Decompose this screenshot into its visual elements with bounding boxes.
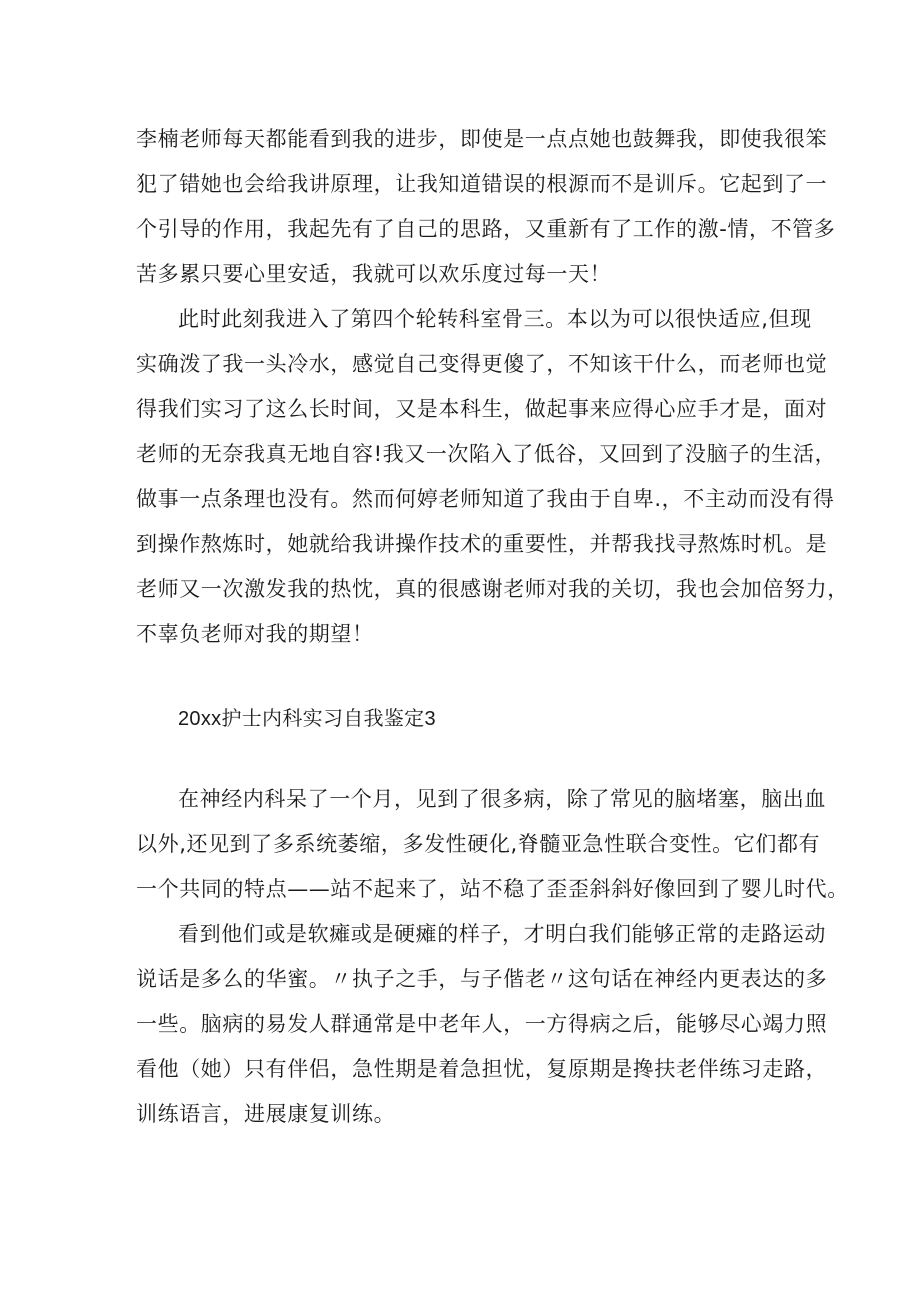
paragraph-1-line-4: 苦多累只要心里安适，我就可以欢乐度过每一天！ [136,262,612,286]
paragraph-3-line-1: 在神经内科呆了一个月，见到了很多病，除了常见的脑堵塞，脑出血 [178,787,826,811]
paragraph-4-line-1: 看到他们或是软瘫或是硬瘫的样子，才明白我们能够正常的走路运动 [178,922,826,946]
paragraph-2-line-8: 不辜负老师对我的期望！ [136,622,374,646]
paragraph-4-line-3: 一些。脑病的易发人群通常是中老年人，一方得病之后，能够尽心竭力照 [136,1012,828,1036]
paragraph-4-line-4: 看他（她）只有伴侣，急性期是着急担忧，复原期是搀扶老伴练习走路， [136,1057,828,1081]
paragraph-4-line-5: 训练语言，进展康复训练。 [136,1102,396,1126]
paragraph-1-line-2: 犯了错她也会给我讲原理，让我知道错误的根源而不是训斥。它起到了一 [136,172,828,196]
paragraph-2-line-3: 得我们实习了这么长时间，又是本科生，做起事来应得心应手才是，面对 [136,397,828,421]
paragraph-2-line-7: 老师又一次激发我的热忱，真的很感谢老师对我的关切，我也会加倍努力， [136,577,849,601]
paragraph-2-line-1: 此时此刻我进入了第四个轮转科室骨三。本以为可以很快适应,但现 [178,307,812,331]
paragraph-2-line-4: 老师的无奈我真无地自容!我又一次陷入了低谷，又回到了没脑子的生活， [136,442,837,466]
paragraph-2-line-6: 到操作熬炼时，她就给我讲操作技术的重要性，并帮我找寻熬炼时机。是 [136,532,828,556]
paragraph-2-line-5: 做事一点条理也没有。然而何婷老师知道了我由于自卑.，不主动而没有得 [136,487,835,511]
paragraph-1-line-3: 个引导的作用，我起先有了自己的思路，又重新有了工作的激-情，不管多 [136,217,836,241]
paragraph-3-line-3: 一个共同的特点——站不起来了，站不稳了歪歪斜斜好像回到了婴儿时代。 [136,877,849,901]
paragraph-2-line-2: 实确泼了我一头冷水，感觉自己变得更傻了，不知该干什么，而老师也觉 [136,352,828,376]
paragraph-3-line-2: 以外,还见到了多系统萎缩，多发性硬化,脊髓亚急性联合变性。它们都有 [136,832,821,856]
section-heading: 20xx护士内科实习自我鉴定3 [178,708,436,730]
paragraph-4-line-2: 说话是多么的华蜜。〃执子之手，与子偕老〃这句话在神经内更表达的多 [136,967,828,991]
paragraph-1-line-1: 李楠老师每天都能看到我的进步，即使是一点点她也鼓舞我，即使我很笨 [136,127,828,151]
